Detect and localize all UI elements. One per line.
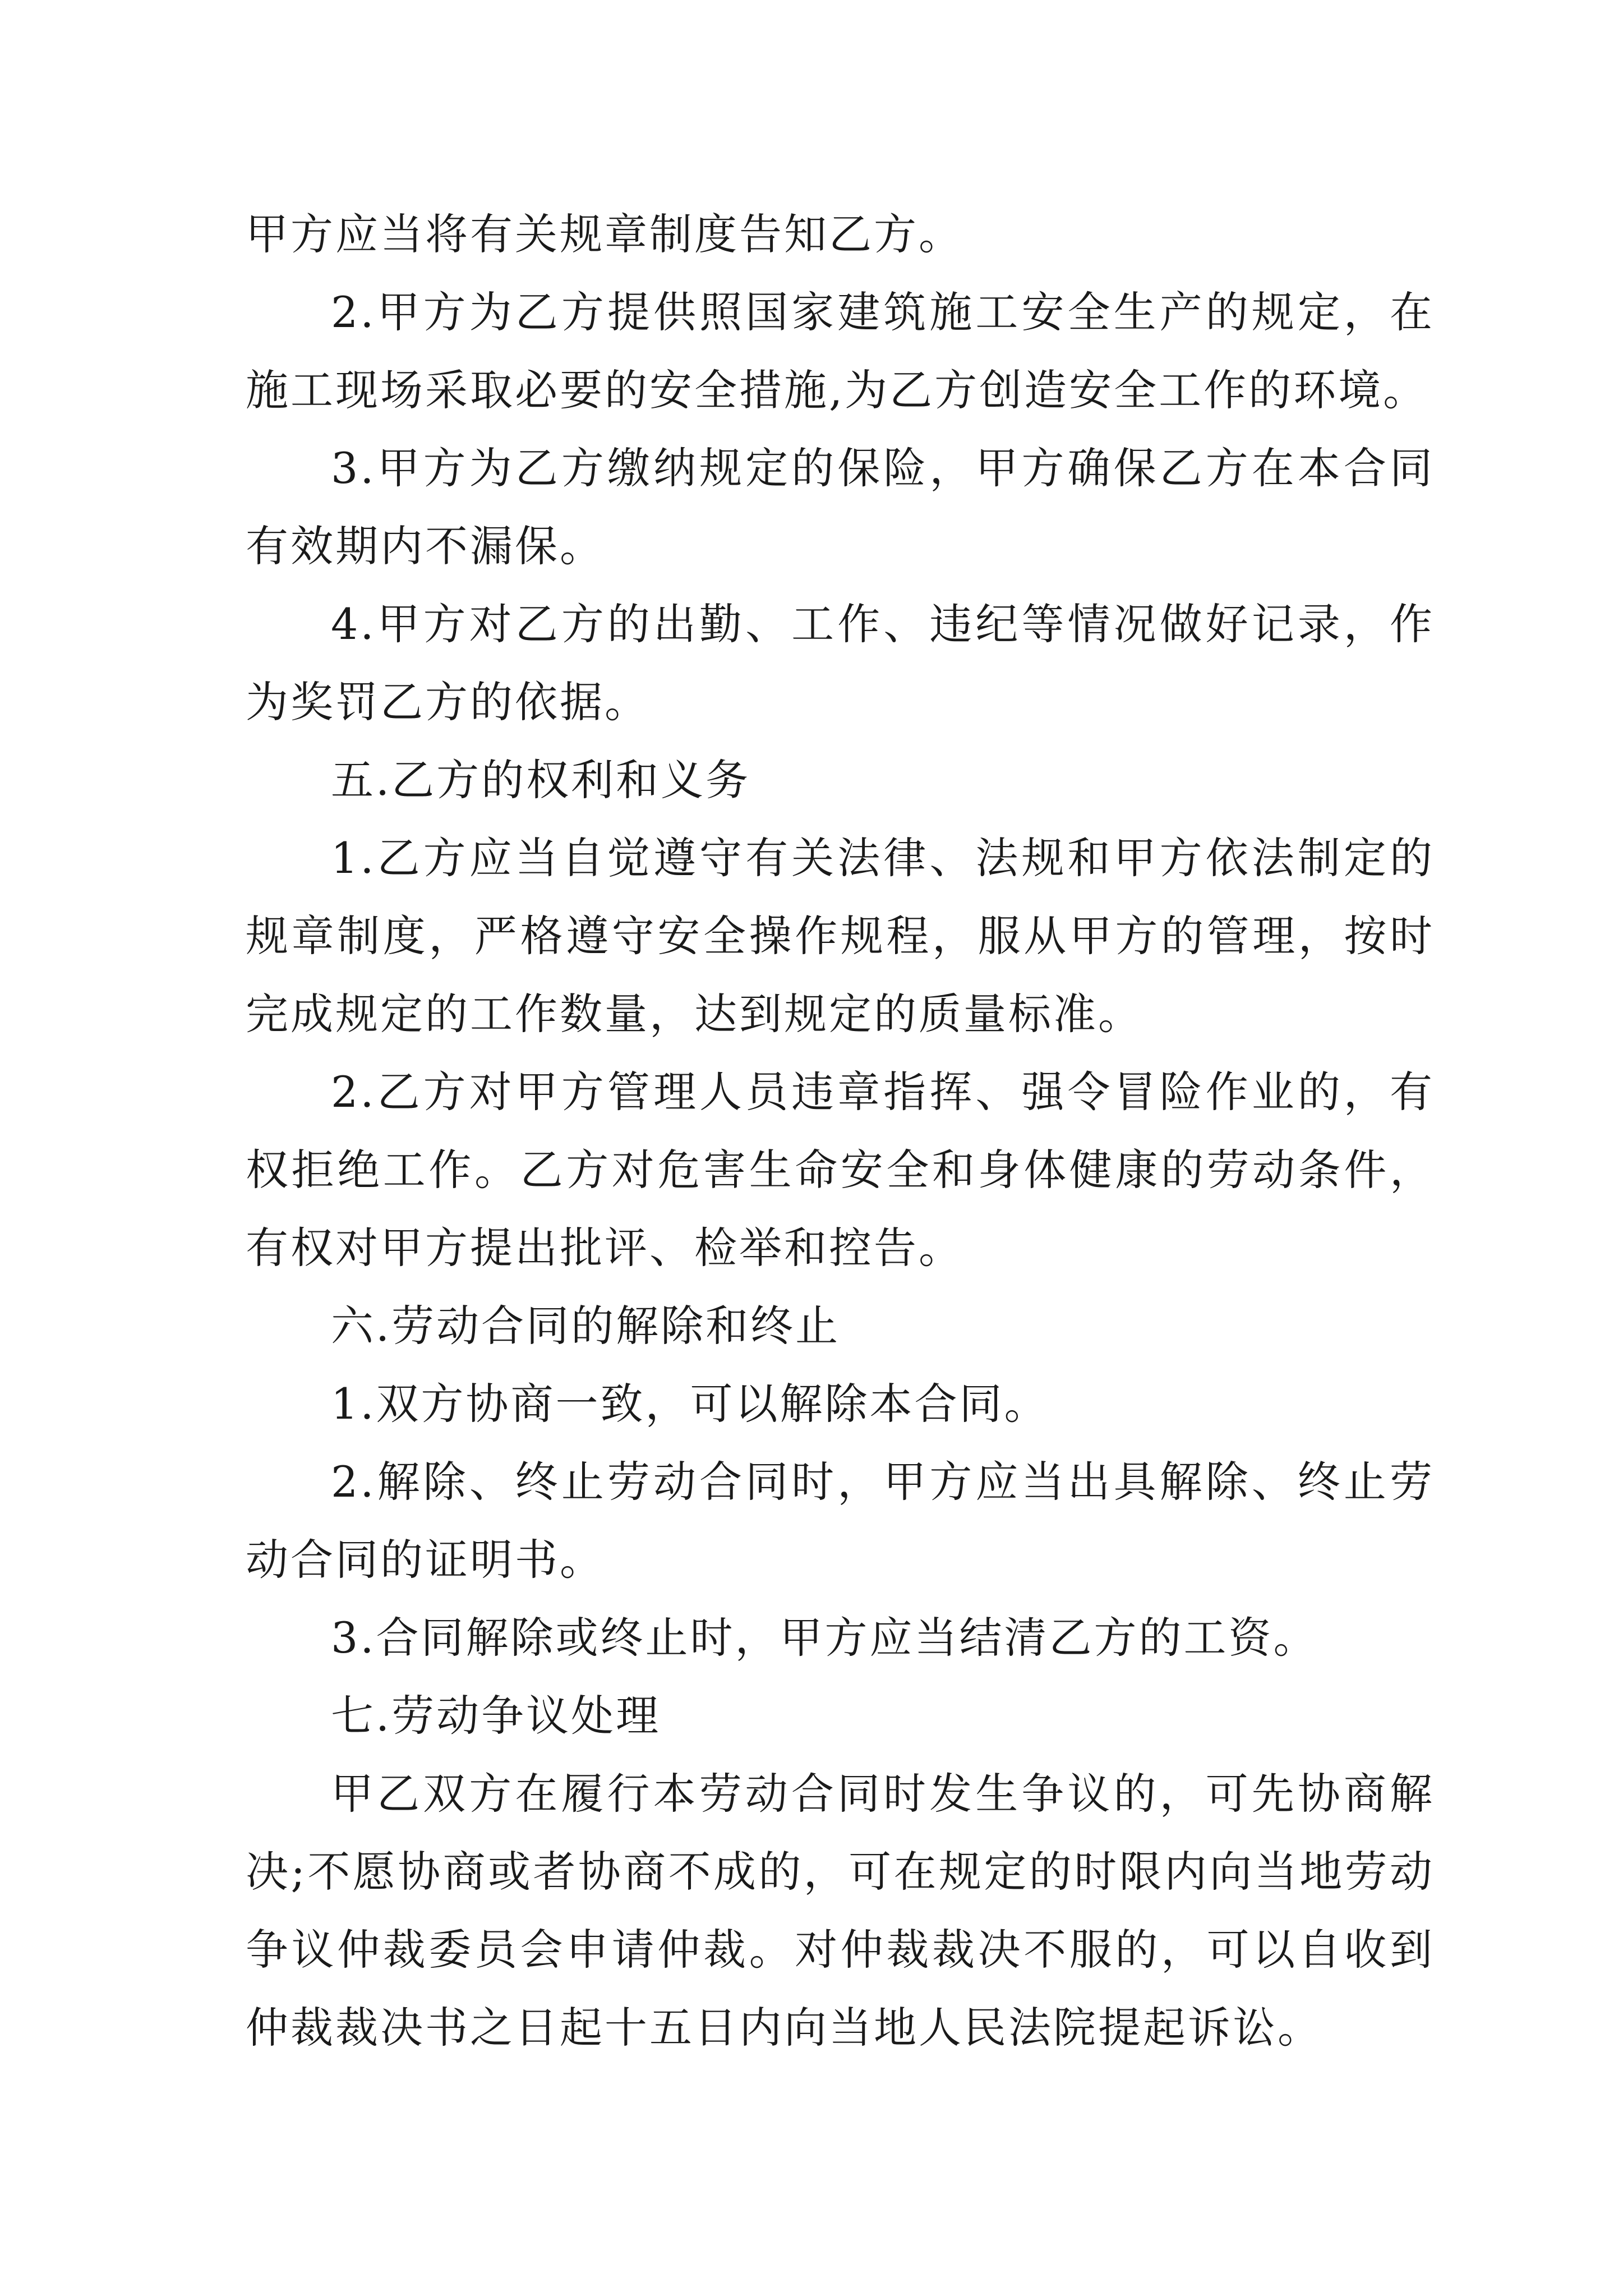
section-heading-termination: 六.劳动合同的解除和终止 [331, 1301, 841, 1351]
paragraph-insurance: 3.甲方为乙方缴纳规定的保险，甲方确保乙方在本合同有效期内不漏保。 [246, 443, 1435, 571]
paragraph-rules-notice: 甲方应当将有关规章制度告知乙方。 [246, 209, 963, 259]
paragraph-dispute-resolution: 甲乙双方在履行本劳动合同时发生争议的，可先协商解决;不愿协商或者协商不成的，可在规定的时限内向当地劳动争议仲裁委员会申请仲裁。对仲裁裁决不服的，可以自收到仲裁裁决书之日起十五日内向当地人民法院提起诉讼。 [246, 1769, 1435, 2053]
paragraph-attendance-records: 4.甲方对乙方的出勤、工作、违纪等情况做好记录，作为奖罚乙方的依据。 [246, 599, 1435, 727]
paragraph-party-b-refusal: 2.乙方对甲方管理人员违章指挥、强令冒险作业的，有权拒绝工作。乙方对危害生命安全和身体健康的劳动条件，有权对甲方提出批评、检举和控告。 [246, 1067, 1435, 1273]
paragraph-termination-certificate: 2.解除、终止劳动合同时，甲方应当出具解除、终止劳动合同的证明书。 [246, 1457, 1435, 1585]
paragraph-party-b-compliance: 1.乙方应当自觉遵守有关法律、法规和甲方依法制定的规章制度，严格遵守安全操作规程，服从甲方的管理，按时完成规定的工作数量，达到规定的质量标准。 [246, 833, 1435, 1039]
document-body [246, 195, 1435, 2067]
section-heading-dispute: 七.劳动争议处理 [331, 1691, 661, 1741]
paragraph-wage-settlement: 3.合同解除或终止时，甲方应当结清乙方的工资。 [331, 1613, 1318, 1663]
paragraph-mutual-termination: 1.双方协商一致，可以解除本合同。 [331, 1379, 1049, 1429]
paragraph-safety-measures: 2.甲方为乙方提供照国家建筑施工安全生产的规定，在施工现场采取必要的安全措施,为乙方创造安全工作的环境。 [246, 287, 1435, 415]
section-heading-party-b-rights: 五.乙方的权利和义务 [331, 755, 751, 805]
